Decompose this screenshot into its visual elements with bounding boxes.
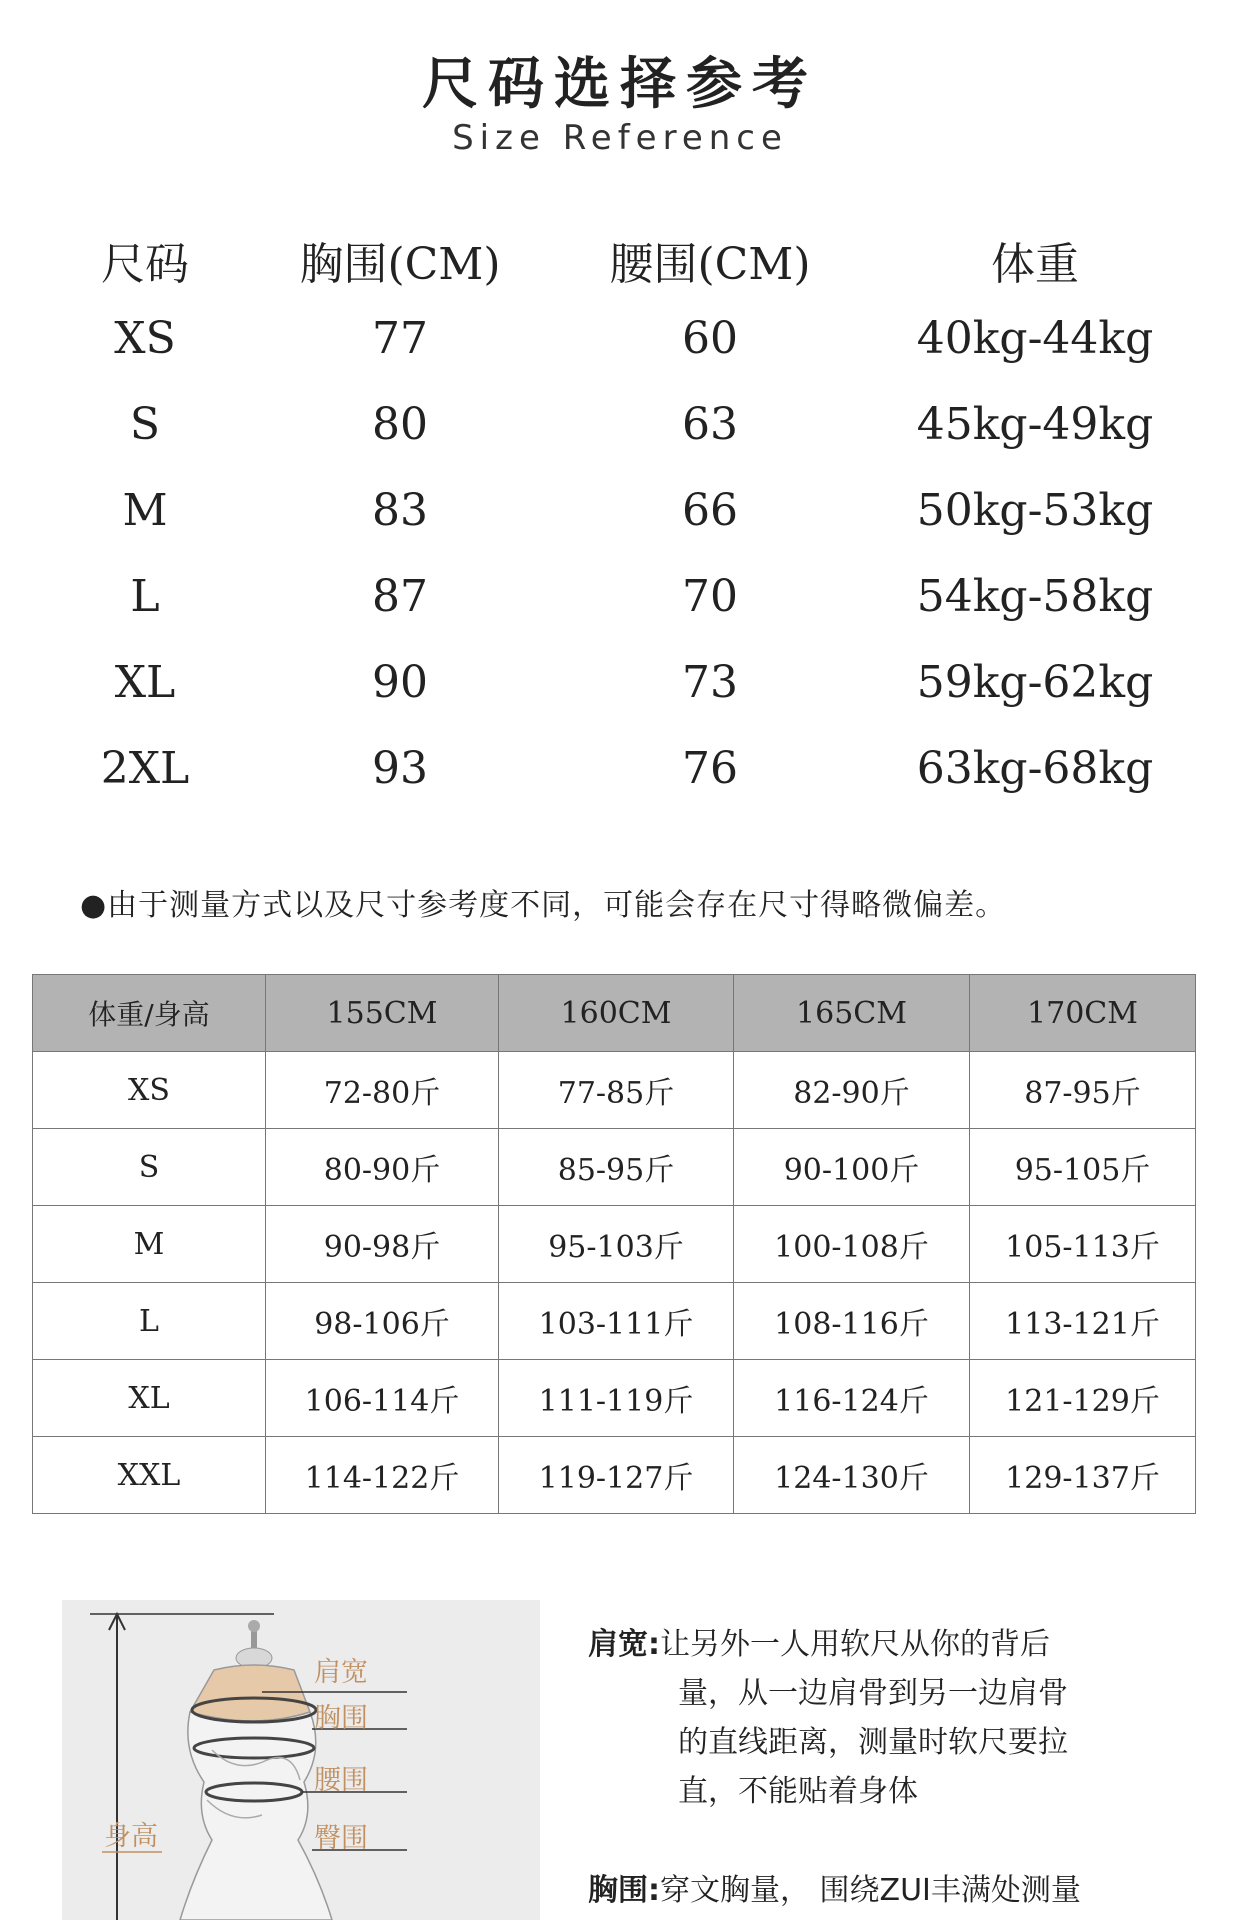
table-cell: 103-111斤 bbox=[499, 1283, 734, 1360]
mannequin-illustration bbox=[62, 1600, 540, 1920]
size-table bbox=[40, 225, 1200, 811]
table-cell: 114-122斤 bbox=[266, 1437, 499, 1514]
table-row bbox=[40, 639, 1200, 725]
chest-guide-line: 穿文胸量， 围绕ZUI丰满处测量 bbox=[660, 1873, 1081, 1908]
table-cell: 77-85斤 bbox=[499, 1052, 734, 1129]
waist-cell: 66 bbox=[682, 484, 738, 536]
size-table-header bbox=[40, 225, 1200, 295]
weight-cell: 63kg-68kg bbox=[916, 742, 1154, 794]
header-waist: 腰围(CM) bbox=[609, 239, 811, 290]
table-cell: 106-114斤 bbox=[266, 1360, 499, 1437]
shoulder-guide-line: 量，从一边肩骨到另一边肩骨 bbox=[678, 1676, 1068, 1711]
size-cell: L bbox=[130, 570, 160, 622]
table-cell: 129-137斤 bbox=[970, 1437, 1196, 1514]
size-cell: S bbox=[33, 1129, 266, 1206]
shoulder-guide-line: 让另外一人用软尺从你的背后 bbox=[660, 1627, 1050, 1662]
table-cell: 113-121斤 bbox=[970, 1283, 1196, 1360]
table-cell: 90-98斤 bbox=[266, 1206, 499, 1283]
header-weight-height: 体重/身高 bbox=[33, 975, 266, 1052]
mannequin-diagram bbox=[62, 1600, 540, 1920]
waist-label: 腰围 bbox=[314, 1765, 368, 1796]
weight-cell: 50kg-53kg bbox=[916, 484, 1154, 536]
table-cell: 100-108斤 bbox=[734, 1206, 970, 1283]
weight-cell: 54kg-58kg bbox=[916, 570, 1154, 622]
size-cell: XL bbox=[114, 656, 176, 708]
table-row bbox=[40, 553, 1200, 639]
size-cell: M bbox=[122, 484, 168, 536]
chest-cell: 90 bbox=[372, 656, 428, 708]
table-cell: 82-90斤 bbox=[734, 1052, 970, 1129]
table-row bbox=[33, 1129, 1196, 1206]
chest-cell: 83 bbox=[372, 484, 428, 536]
table-cell: 121-129斤 bbox=[970, 1360, 1196, 1437]
measurement-note: ●由于测量方式以及尺寸参考度不同，可能会存在尺寸得略微偏差。 bbox=[80, 888, 1007, 923]
size-cell: XS bbox=[114, 312, 176, 364]
table-cell: 111-119斤 bbox=[499, 1360, 734, 1437]
table-cell: 90-100斤 bbox=[734, 1129, 970, 1206]
header-155: 155CM bbox=[266, 975, 499, 1052]
table-row bbox=[33, 1360, 1196, 1437]
table-cell: 85-95斤 bbox=[499, 1129, 734, 1206]
chest-cell: 80 bbox=[372, 398, 428, 450]
size-cell: XS bbox=[33, 1052, 266, 1129]
table-row bbox=[33, 1437, 1196, 1514]
weight-cell: 45kg-49kg bbox=[916, 398, 1154, 450]
chest-guide bbox=[588, 1866, 1188, 1915]
table-cell: 95-105斤 bbox=[970, 1129, 1196, 1206]
table-cell: 80-90斤 bbox=[266, 1129, 499, 1206]
height-label: 身高 bbox=[104, 1821, 158, 1852]
waist-cell: 76 bbox=[682, 742, 738, 794]
waist-cell: 60 bbox=[682, 312, 738, 364]
table-cell: 119-127斤 bbox=[499, 1437, 734, 1514]
table-row bbox=[40, 725, 1200, 811]
table-cell: 108-116斤 bbox=[734, 1283, 970, 1360]
hip-label: 臀围 bbox=[314, 1823, 368, 1854]
chest-guide-title: 胸围: bbox=[588, 1873, 660, 1908]
table-cell: 124-130斤 bbox=[734, 1437, 970, 1514]
table-row bbox=[33, 1052, 1196, 1129]
table-row bbox=[33, 1206, 1196, 1283]
table-cell: 72-80斤 bbox=[266, 1052, 499, 1129]
weight-table-header bbox=[33, 975, 1196, 1052]
shoulder-guide-line: 直，不能贴着身体 bbox=[678, 1774, 918, 1809]
shoulder-label: 肩宽 bbox=[314, 1657, 368, 1688]
chest-cell: 87 bbox=[372, 570, 428, 622]
chest-cell: 77 bbox=[372, 312, 428, 364]
table-cell: 95-103斤 bbox=[499, 1206, 734, 1283]
weight-cell: 40kg-44kg bbox=[916, 312, 1154, 364]
table-cell: 98-106斤 bbox=[266, 1283, 499, 1360]
header-chest: 胸围(CM) bbox=[299, 239, 501, 290]
table-row bbox=[40, 467, 1200, 553]
weight-cell: 59kg-62kg bbox=[916, 656, 1154, 708]
table-row bbox=[33, 1283, 1196, 1360]
page-subtitle: Size Reference bbox=[452, 118, 788, 158]
waist-cell: 70 bbox=[682, 570, 738, 622]
shoulder-guide-title: 肩宽: bbox=[588, 1627, 660, 1662]
chest-label: 胸围 bbox=[314, 1703, 368, 1734]
chest-cell: 93 bbox=[372, 742, 428, 794]
size-cell: 2XL bbox=[100, 742, 190, 794]
table-row bbox=[40, 295, 1200, 381]
table-cell: 87-95斤 bbox=[970, 1052, 1196, 1129]
table-cell: 116-124斤 bbox=[734, 1360, 970, 1437]
waist-cell: 63 bbox=[682, 398, 738, 450]
size-cell: XL bbox=[33, 1360, 266, 1437]
table-row bbox=[40, 381, 1200, 467]
header-165: 165CM bbox=[734, 975, 970, 1052]
size-cell: S bbox=[129, 398, 161, 450]
header-170: 170CM bbox=[970, 975, 1196, 1052]
size-cell: XXL bbox=[33, 1437, 266, 1514]
table-cell: 105-113斤 bbox=[970, 1206, 1196, 1283]
size-cell: L bbox=[33, 1283, 266, 1360]
header-160: 160CM bbox=[499, 975, 734, 1052]
header-size: 尺码 bbox=[101, 239, 189, 290]
page-title: 尺码选择参考 bbox=[422, 52, 818, 117]
shoulder-guide-line: 的直线距离，测量时软尺要拉 bbox=[678, 1725, 1068, 1760]
size-cell: M bbox=[33, 1206, 266, 1283]
waist-cell: 73 bbox=[682, 656, 738, 708]
shoulder-guide bbox=[588, 1620, 1188, 1816]
weight-height-table bbox=[32, 974, 1196, 1514]
header-weight: 体重 bbox=[991, 239, 1079, 290]
